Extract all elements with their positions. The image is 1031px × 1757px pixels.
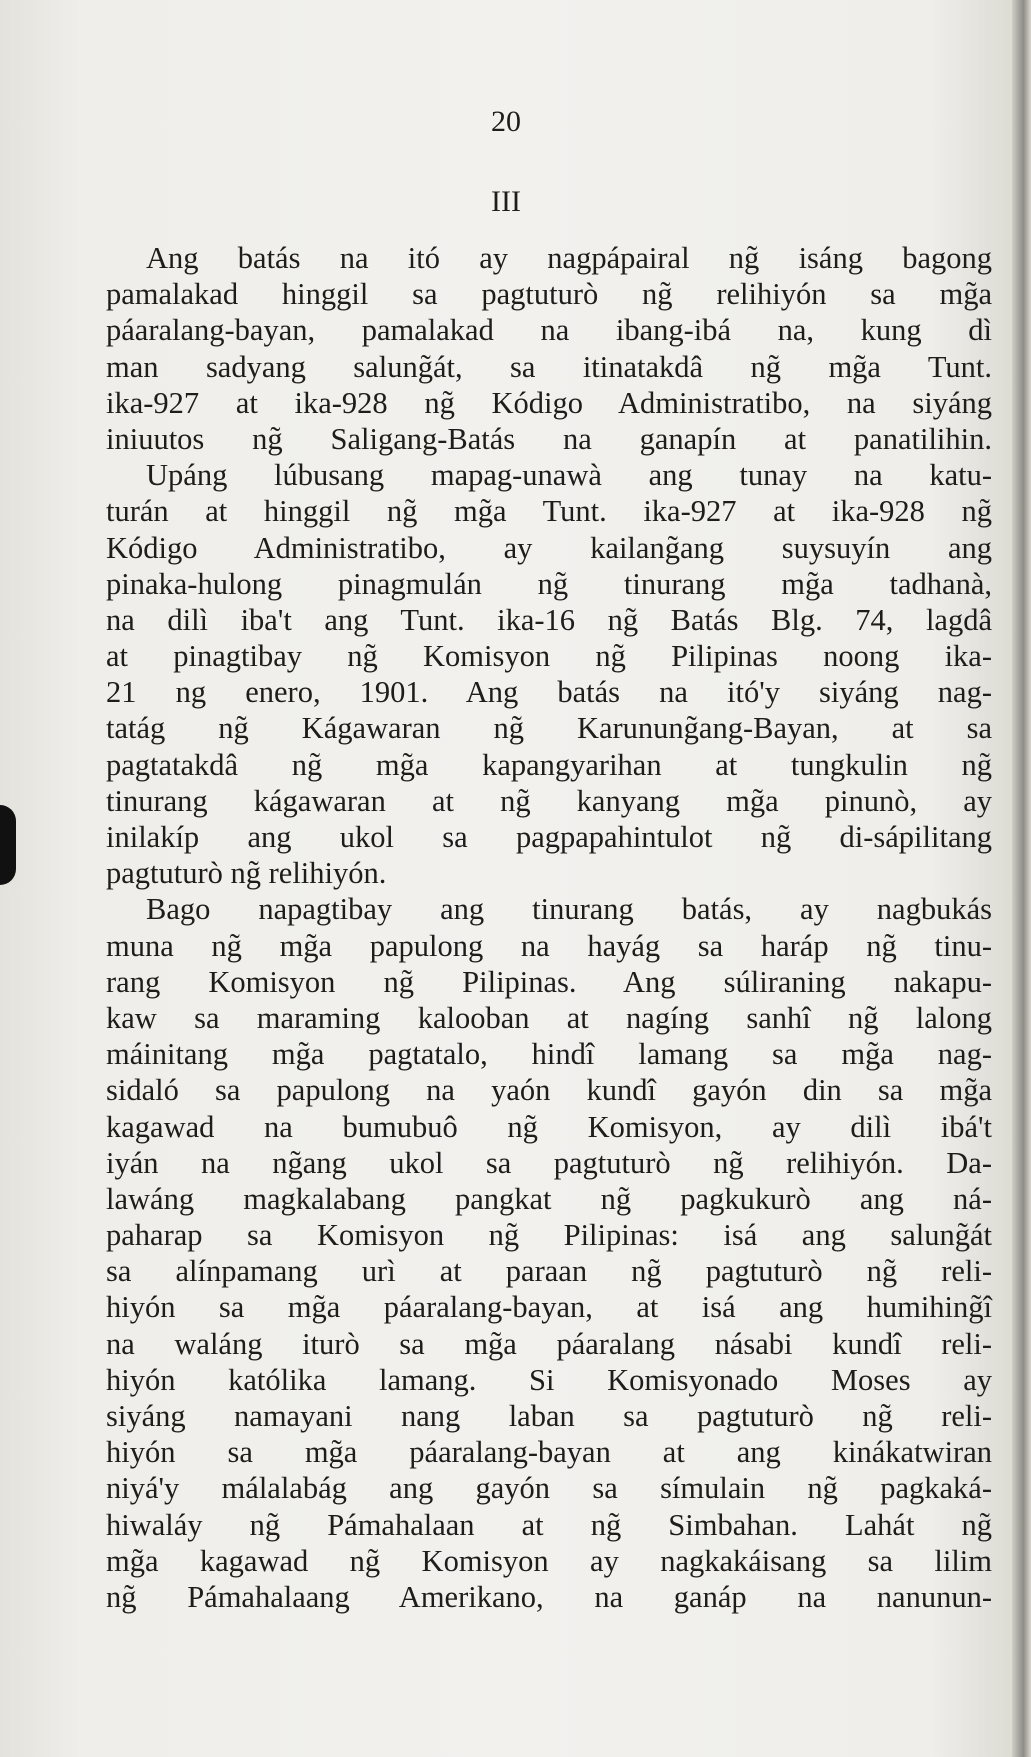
- body-text: [106, 240, 992, 1615]
- ink-blot: [0, 805, 16, 885]
- text-line: at pinagtibay ng̃ Komisyon ng̃ Pilipinas noong ika-: [106, 639, 992, 674]
- page-number: 20: [491, 105, 521, 138]
- text-line: iniuutos ng̃ Saligang-Batás na ganapín at panatilihin.: [106, 421, 992, 456]
- text-line: Kódigo Administratibo, ay kailang̃ang suysuyín ang: [106, 530, 992, 565]
- text-line: siyáng namayani nang laban sa pagtuturò ng̃ reli-: [106, 1399, 992, 1433]
- text-line: tinurang kágawaran at ng̃ kanyang mg̃a pinunò, ay: [106, 783, 992, 818]
- text-line: Ang batás na itó ay nagpápairal ng̃ isáng bagong: [146, 241, 992, 275]
- text-line: mg̃a kagawad ng̃ Komisyon ay nagkakáisang sa lilim: [106, 1543, 992, 1578]
- text-line: na waláng iturò sa mg̃a páaralang násabi kundî reli-: [106, 1326, 992, 1361]
- text-line: pinaka-hulong pinagmulán ng̃ tinurang mg̃a tadhanà,: [106, 566, 992, 601]
- text-line: ika-927 at ika-928 ng̃ Kódigo Administratibo, na siyáng: [106, 385, 992, 420]
- text-line: man sadyang salung̃át, sa itinatakdâ ng̃ mg̃a Tunt.: [106, 349, 992, 384]
- page-binding-edge: [1012, 0, 1031, 1757]
- text-line: pamalakad hinggil sa pagtuturò ng̃ relihiyón sa mg̃a: [106, 277, 992, 312]
- text-line: muna ng̃ mg̃a papulong na hayág sa haráp ng̃ tinu-: [106, 928, 992, 963]
- text-line: sidaló sa papulong na yaón kundî gayón din sa mg̃a: [106, 1073, 992, 1108]
- section-heading: III: [491, 185, 521, 218]
- text-line: lawáng magkalabang pangkat ng̃ pagkukurò ang ná-: [106, 1181, 992, 1216]
- text-line: iyán na ng̃ang ukol sa pagtuturò ng̃ relihiyón. Da-: [106, 1145, 992, 1180]
- text-line: hiyón katólika lamang. Si Komisyonado Moses ay: [106, 1362, 992, 1397]
- text-line: ng̃ Pámahalaang Amerikano, na ganáp na nanunun-: [106, 1579, 992, 1614]
- text-line: máinitang mg̃a pagtatalo, hindî lamang sa mg̃a nag-: [106, 1037, 992, 1072]
- text-line: turán at hinggil ng̃ mg̃a Tunt. ika-927 at ika-928 ng̃: [106, 494, 992, 529]
- text-line: kaw sa maraming kalooban at nagíng sanhî ng̃ lalong: [106, 1000, 992, 1035]
- text-line: Upáng lúbusang mapag-unawà ang tunay na katu-: [146, 458, 992, 493]
- text-line: hiyón sa mg̃a páaralang-bayan at ang kinákatwiran: [106, 1435, 992, 1470]
- text-line: inilakíp ang ukol sa pagpapahintulot ng̃ di-sápilitang: [106, 820, 992, 854]
- text-line: kagawad na bumubuô ng̃ Komisyon, ay dilì ibá't: [106, 1109, 992, 1144]
- text-line: rang Komisyon ng̃ Pilipinas. Ang súliraning nakapu-: [106, 964, 992, 999]
- text-line: na dilì iba't ang Tunt. ika-16 ng̃ Batás Blg. 74, lagdâ: [106, 602, 992, 637]
- text-line: niyá'y málalabág ang gayón sa símulain ng̃ pagkaká-: [106, 1471, 992, 1506]
- text-line: Bago napagtibay ang tinurang batás, ay nagbukás: [146, 892, 992, 927]
- text-line: sa alínpamang urì at paraan ng̃ pagtuturò ng̃ reli-: [106, 1254, 992, 1289]
- text-line: hiwaláy ng̃ Pámahalaan at ng̃ Simbahan. Lahát ng̃: [106, 1507, 992, 1542]
- text-line: 21 ng enero, 1901. Ang batás na itó'y siyáng nag-: [106, 675, 992, 710]
- text-line: pagtuturò ng̃ relihiyón.: [106, 856, 387, 891]
- text-line: hiyón sa mg̃a páaralang-bayan, at isá ang humihing̃î: [106, 1290, 992, 1325]
- text-line: tatág ng̃ Kágawaran ng̃ Karunung̃ang-Bayan, at sa: [106, 711, 992, 746]
- text-line: paharap sa Komisyon ng̃ Pilipinas: isá ang salung̃át: [106, 1218, 992, 1253]
- text-line: páaralang-bayan, pamalakad na ibang-ibá na, kung dì: [106, 313, 992, 348]
- text-line: pagtatakdâ ng̃ mg̃a kapangyarihan at tungkulin ng̃: [106, 747, 992, 782]
